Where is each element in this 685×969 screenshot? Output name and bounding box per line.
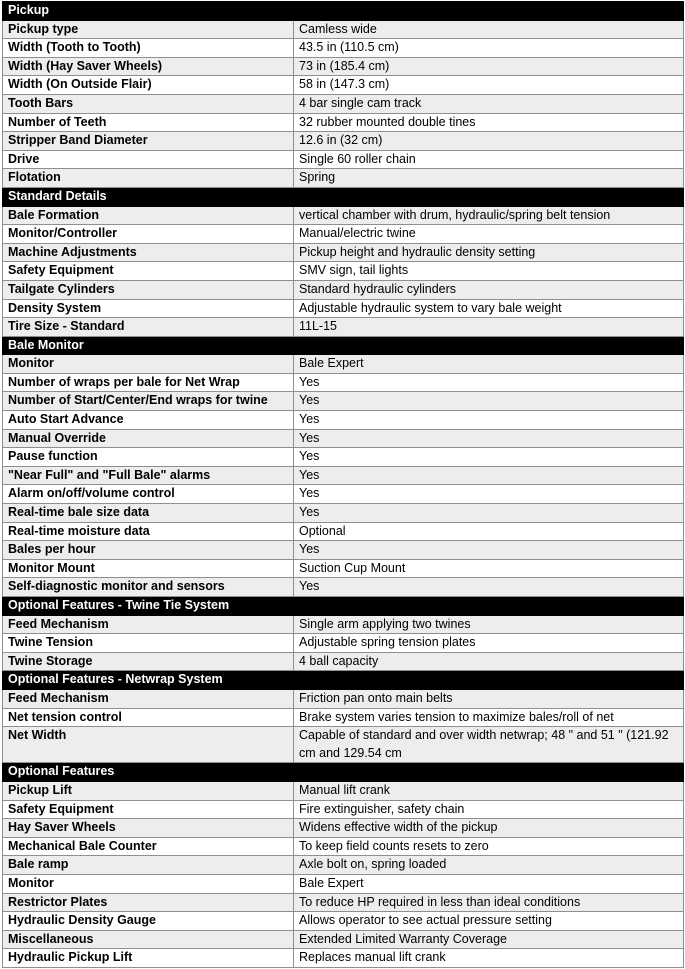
- spec-label: Monitor/Controller: [3, 225, 294, 244]
- spec-value: Bale Expert: [294, 355, 684, 374]
- spec-value: Bale Expert: [294, 874, 684, 893]
- table-row: [3, 930, 684, 949]
- spec-value: Manual/electric twine: [294, 225, 684, 244]
- table-row: [3, 578, 684, 597]
- spec-label: Monitor: [3, 874, 294, 893]
- table-row: [3, 113, 684, 132]
- spec-label: Feed Mechanism: [3, 615, 294, 634]
- spec-label: Monitor Mount: [3, 559, 294, 578]
- spec-value: 73 in (185.4 cm): [294, 57, 684, 76]
- section-title: Standard Details: [3, 187, 294, 206]
- table-row: [3, 373, 684, 392]
- spec-label: Self-diagnostic monitor and sensors: [3, 578, 294, 597]
- spec-label: Width (Tooth to Tooth): [3, 39, 294, 58]
- spec-table: [2, 1, 684, 968]
- spec-value: SMV sign, tail lights: [294, 262, 684, 281]
- spec-label: Monitor: [3, 355, 294, 374]
- section-title: Bale Monitor: [3, 336, 294, 355]
- table-row: [3, 800, 684, 819]
- table-row: [3, 20, 684, 39]
- spec-value: Yes: [294, 485, 684, 504]
- spec-value: 4 bar single cam track: [294, 94, 684, 113]
- spec-value: Widens effective width of the pickup: [294, 819, 684, 838]
- spec-table-body: [3, 2, 684, 968]
- spec-label: Mechanical Bale Counter: [3, 837, 294, 856]
- table-row: [3, 57, 684, 76]
- spec-label: Stripper Band Diameter: [3, 132, 294, 151]
- spec-label: Density System: [3, 299, 294, 318]
- spec-label: Feed Mechanism: [3, 689, 294, 708]
- table-row: [3, 522, 684, 541]
- spec-label: Width (On Outside Flair): [3, 76, 294, 95]
- spec-label: Flotation: [3, 169, 294, 188]
- spec-value: Manual lift crank: [294, 781, 684, 800]
- spec-label: Auto Start Advance: [3, 411, 294, 430]
- table-row: [3, 429, 684, 448]
- spec-label: Hay Saver Wheels: [3, 819, 294, 838]
- table-row: [3, 206, 684, 225]
- spec-label: Twine Storage: [3, 652, 294, 671]
- table-row: [3, 559, 684, 578]
- spec-label: Number of Teeth: [3, 113, 294, 132]
- table-row: [3, 225, 684, 244]
- spec-label: Twine Tension: [3, 634, 294, 653]
- spec-label: Number of Start/Center/End wraps for twine: [3, 392, 294, 411]
- table-row: [3, 150, 684, 169]
- table-row: [3, 634, 684, 653]
- spec-label: Machine Adjustments: [3, 243, 294, 262]
- spec-value: Friction pan onto main belts: [294, 689, 684, 708]
- section-header-blank: [294, 597, 684, 616]
- spec-value: Adjustable hydraulic system to vary bale weight: [294, 299, 684, 318]
- spec-value: Optional: [294, 522, 684, 541]
- spec-label: Bale Formation: [3, 206, 294, 225]
- spec-value: Yes: [294, 392, 684, 411]
- section-header: [3, 336, 684, 355]
- spec-label: Safety Equipment: [3, 262, 294, 281]
- section-header-blank: [294, 2, 684, 21]
- spec-value: Yes: [294, 578, 684, 597]
- table-row: [3, 392, 684, 411]
- table-row: [3, 652, 684, 671]
- table-row: [3, 504, 684, 523]
- spec-value: Extended Limited Warranty Coverage: [294, 930, 684, 949]
- spec-value: Single arm applying two twines: [294, 615, 684, 634]
- section-header-blank: [294, 763, 684, 782]
- spec-value: 58 in (147.3 cm): [294, 76, 684, 95]
- spec-label: Pickup Lift: [3, 781, 294, 800]
- spec-label: Number of wraps per bale for Net Wrap: [3, 373, 294, 392]
- spec-label: Pickup type: [3, 20, 294, 39]
- table-row: [3, 819, 684, 838]
- table-row: [3, 299, 684, 318]
- table-row: [3, 485, 684, 504]
- spec-label: Restrictor Plates: [3, 893, 294, 912]
- table-row: [3, 280, 684, 299]
- spec-label: Safety Equipment: [3, 800, 294, 819]
- table-row: [3, 262, 684, 281]
- spec-value: Suction Cup Mount: [294, 559, 684, 578]
- spec-value: Yes: [294, 411, 684, 430]
- spec-value: Replaces manual lift crank: [294, 949, 684, 968]
- spec-label: Bale ramp: [3, 856, 294, 875]
- table-row: [3, 874, 684, 893]
- spec-value: Capable of standard and over width netwrap; 48 " and 51 " (121.92 cm and 129.54 cm: [294, 727, 684, 763]
- spec-value: 32 rubber mounted double tines: [294, 113, 684, 132]
- spec-label: Tooth Bars: [3, 94, 294, 113]
- spec-value: To keep field counts resets to zero: [294, 837, 684, 856]
- table-row: [3, 76, 684, 95]
- section-header-blank: [294, 336, 684, 355]
- spec-value: Camless wide: [294, 20, 684, 39]
- section-header: [3, 763, 684, 782]
- section-title: Optional Features - Netwrap System: [3, 671, 294, 690]
- table-row: [3, 856, 684, 875]
- spec-label: Net tension control: [3, 708, 294, 727]
- spec-value: Yes: [294, 448, 684, 467]
- table-row: [3, 615, 684, 634]
- spec-value: Standard hydraulic cylinders: [294, 280, 684, 299]
- spec-label: Miscellaneous: [3, 930, 294, 949]
- spec-label: Hydraulic Pickup Lift: [3, 949, 294, 968]
- table-row: [3, 355, 684, 374]
- section-header: [3, 187, 684, 206]
- table-row: [3, 169, 684, 188]
- spec-label: "Near Full" and "Full Bale" alarms: [3, 466, 294, 485]
- spec-label: Drive: [3, 150, 294, 169]
- table-row: [3, 949, 684, 968]
- table-row: [3, 541, 684, 560]
- spec-value: Yes: [294, 466, 684, 485]
- spec-value: Spring: [294, 169, 684, 188]
- spec-label: Width (Hay Saver Wheels): [3, 57, 294, 76]
- section-header-blank: [294, 671, 684, 690]
- spec-value: Yes: [294, 504, 684, 523]
- table-row: [3, 318, 684, 337]
- spec-value: Adjustable spring tension plates: [294, 634, 684, 653]
- section-header: [3, 671, 684, 690]
- section-title: Pickup: [3, 2, 294, 21]
- table-row: [3, 411, 684, 430]
- spec-value: Allows operator to see actual pressure setting: [294, 912, 684, 931]
- spec-label: Hydraulic Density Gauge: [3, 912, 294, 931]
- spec-value: Fire extinguisher, safety chain: [294, 800, 684, 819]
- table-row: [3, 94, 684, 113]
- table-row: [3, 912, 684, 931]
- spec-label: Net Width: [3, 727, 294, 763]
- section-header: [3, 597, 684, 616]
- table-row: [3, 243, 684, 262]
- table-row: [3, 466, 684, 485]
- table-row: [3, 448, 684, 467]
- table-row: [3, 708, 684, 727]
- spec-value: 11L-15: [294, 318, 684, 337]
- spec-label: Manual Override: [3, 429, 294, 448]
- spec-value: 43.5 in (110.5 cm): [294, 39, 684, 58]
- spec-value: Single 60 roller chain: [294, 150, 684, 169]
- section-title: Optional Features: [3, 763, 294, 782]
- table-row: [3, 132, 684, 151]
- table-row: [3, 837, 684, 856]
- spec-value: Yes: [294, 429, 684, 448]
- table-row: [3, 781, 684, 800]
- spec-label: Bales per hour: [3, 541, 294, 560]
- spec-value: vertical chamber with drum, hydraulic/spring belt tension: [294, 206, 684, 225]
- table-row: [3, 893, 684, 912]
- spec-value: 12.6 in (32 cm): [294, 132, 684, 151]
- table-row: [3, 727, 684, 763]
- spec-value: Brake system varies tension to maximize bales/roll of net: [294, 708, 684, 727]
- spec-label: Alarm on/off/volume control: [3, 485, 294, 504]
- spec-label: Pause function: [3, 448, 294, 467]
- spec-value: 4 ball capacity: [294, 652, 684, 671]
- spec-value: Pickup height and hydraulic density setting: [294, 243, 684, 262]
- table-row: [3, 689, 684, 708]
- spec-label: Tire Size - Standard: [3, 318, 294, 337]
- section-header-blank: [294, 187, 684, 206]
- table-row: [3, 39, 684, 58]
- spec-value: To reduce HP required in less than ideal conditions: [294, 893, 684, 912]
- spec-value: Axle bolt on, spring loaded: [294, 856, 684, 875]
- spec-label: Tailgate Cylinders: [3, 280, 294, 299]
- spec-value: Yes: [294, 541, 684, 560]
- section-header: [3, 2, 684, 21]
- spec-label: Real-time bale size data: [3, 504, 294, 523]
- spec-value: Yes: [294, 373, 684, 392]
- spec-label: Real-time moisture data: [3, 522, 294, 541]
- section-title: Optional Features - Twine Tie System: [3, 597, 294, 616]
